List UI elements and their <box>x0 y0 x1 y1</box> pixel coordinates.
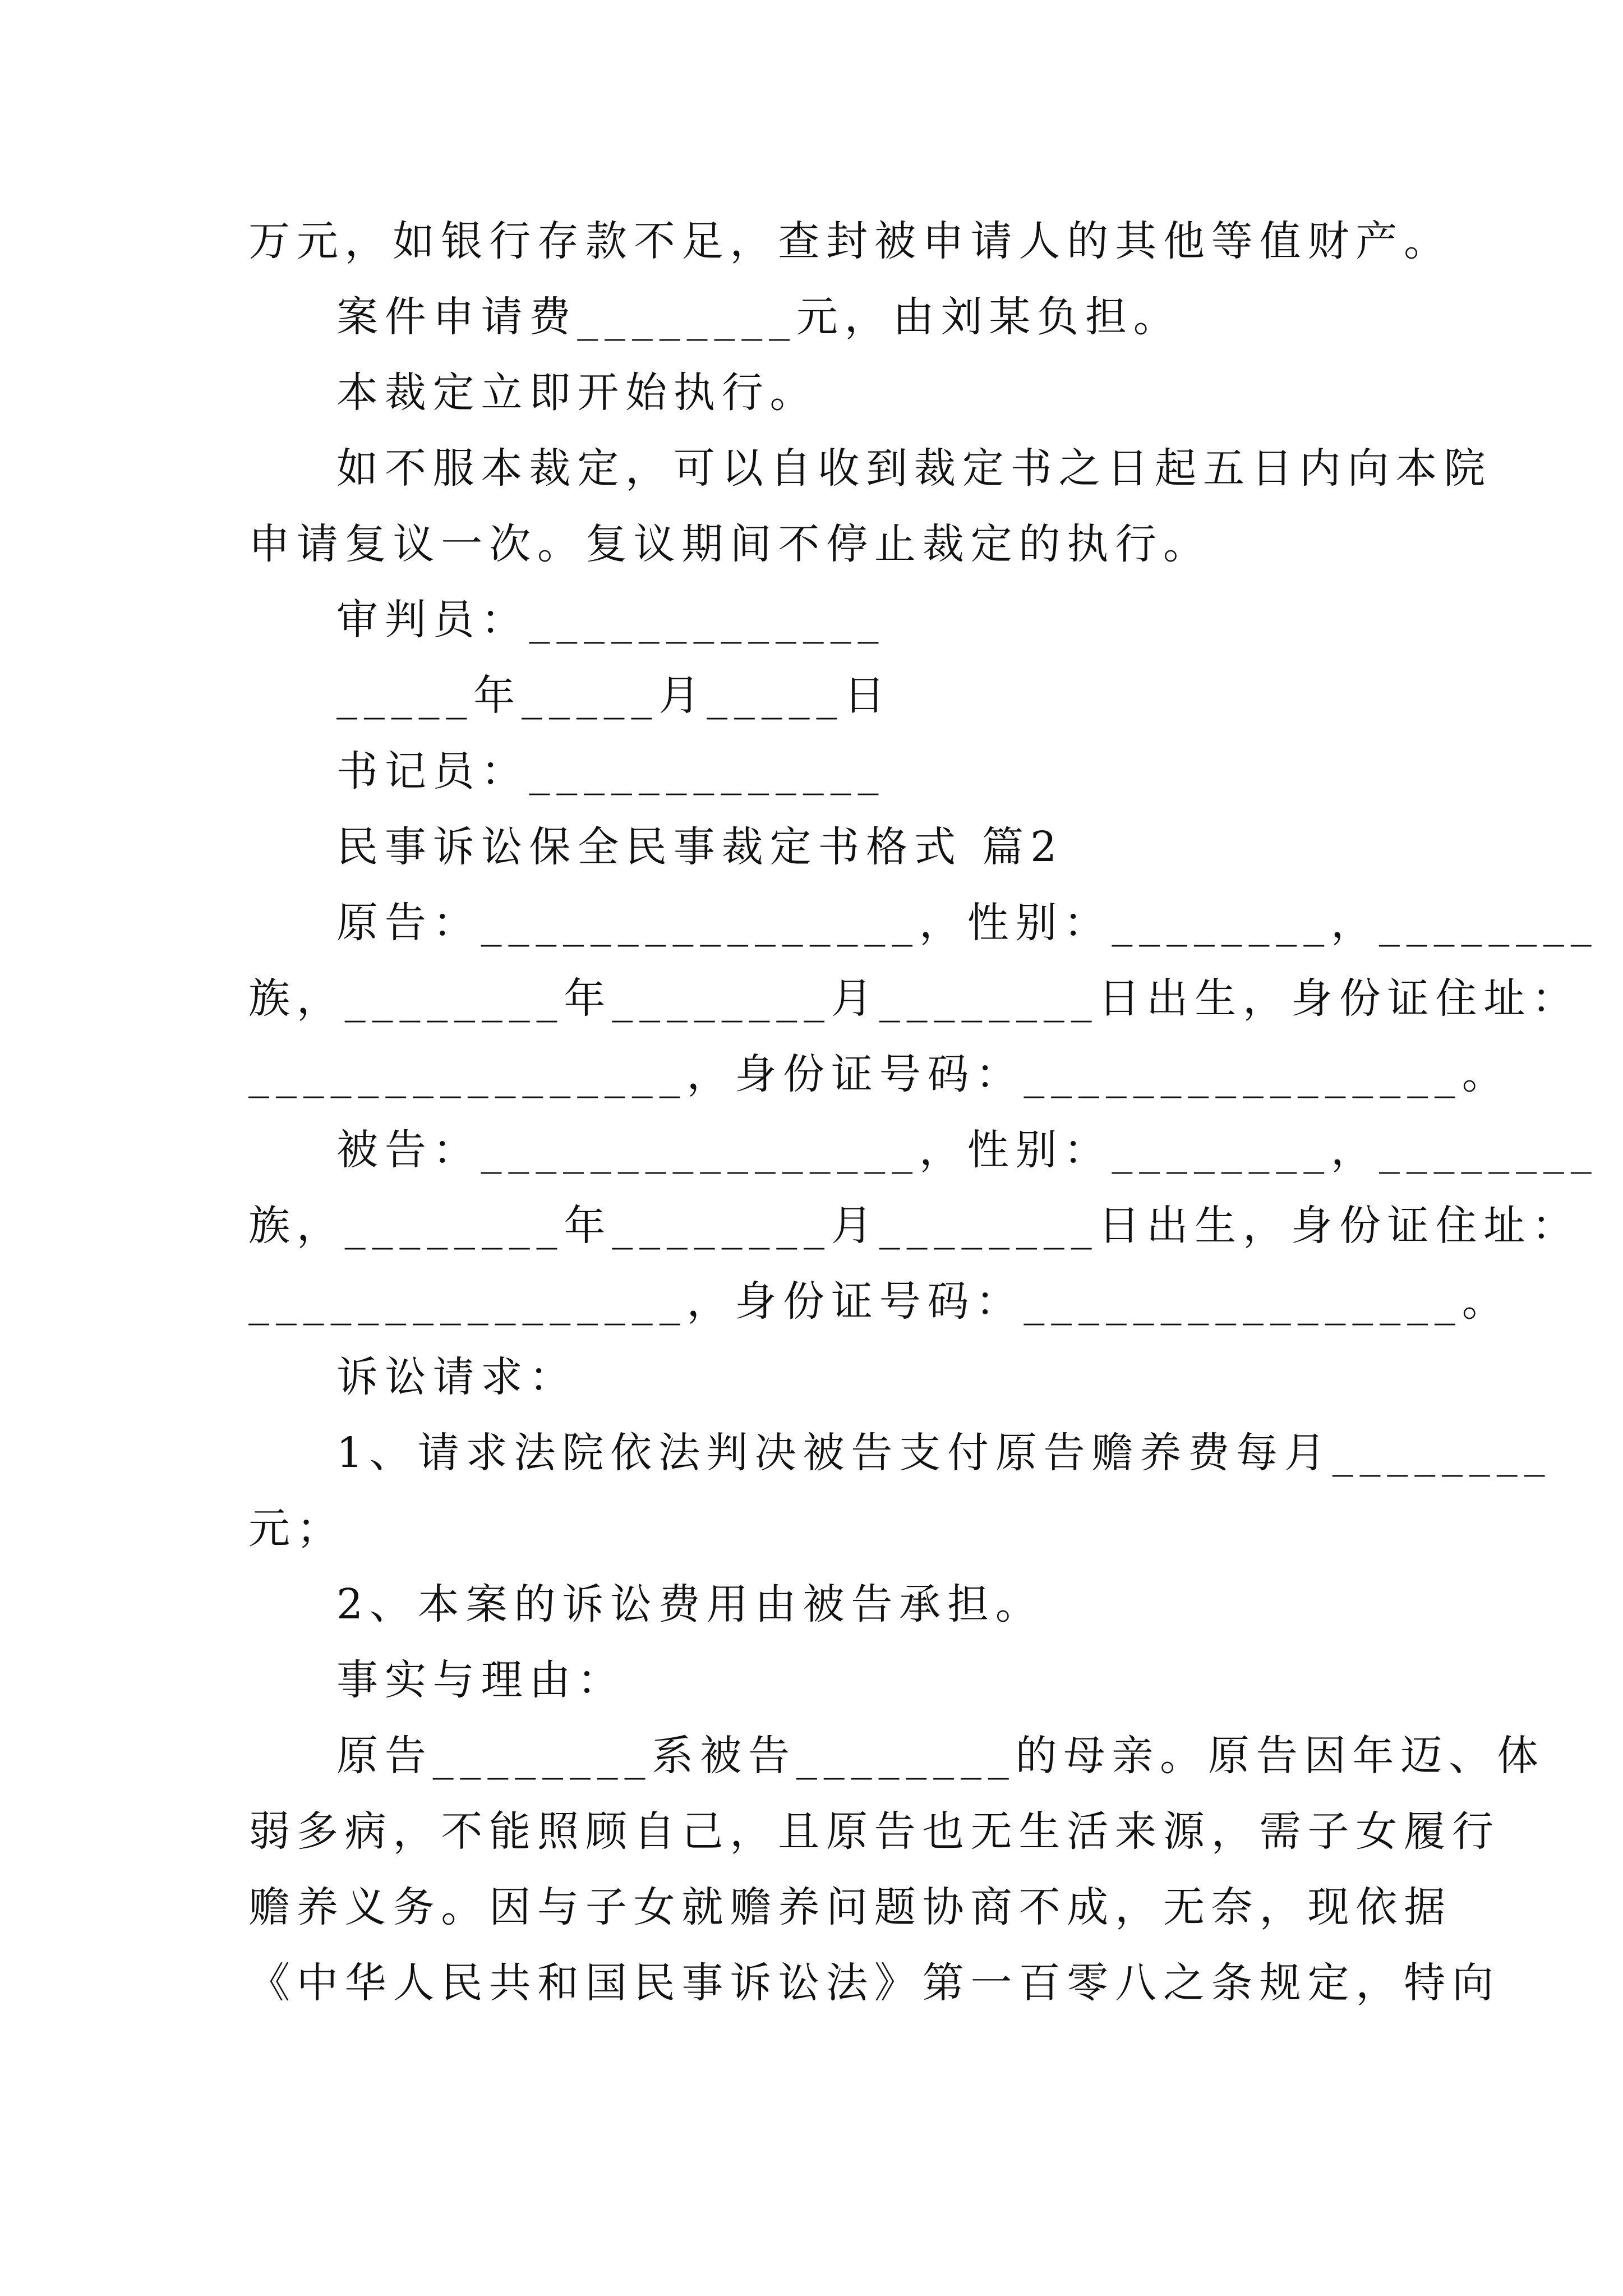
paragraph-line: ________________，身份证号码：________________。 <box>248 1050 1510 1098</box>
paragraph-line: 万元，如银行存款不足，查封被申请人的其他等值财产。 <box>248 217 1452 265</box>
paragraph-line: 原告________系被告________的母亲。原告因年迈、体 <box>336 1732 1545 1780</box>
paragraph-line: 如不服本裁定，可以自收到裁定书之日起五日内向本院 <box>336 444 1492 493</box>
paragraph-line: 族，________年________月________日出生，身份证住址： <box>248 974 1580 1023</box>
paragraph-line: 赡养义务。因与子女就赡养问题协商不成，无奈，现依据 <box>248 1883 1452 1931</box>
paragraph-line: 1、请求法院依法判决被告支付原告赡养费每月________ <box>336 1429 1552 1477</box>
signature-line-judge: 审判员：_____________ <box>336 596 886 644</box>
paragraph-line: 案件申请费________元，由刘某负担。 <box>336 293 1182 341</box>
section-heading: 民事诉讼保全民事裁定书格式 篇2 <box>336 823 1064 871</box>
signature-line-clerk: 书记员：_____________ <box>336 747 886 795</box>
paragraph-line: 事实与理由： <box>336 1656 626 1704</box>
paragraph-line: 诉讼请求： <box>336 1353 578 1401</box>
paragraph-line: 《中华人民共和国民事诉讼法》第一百零八之条规定，特向 <box>248 1959 1500 2007</box>
paragraph-line: 原告：________________，性别：________，________ <box>336 899 1598 947</box>
date-line: _____年_____月_____日 <box>336 671 892 720</box>
paragraph-line: 元； <box>248 1504 345 1553</box>
paragraph-line: ________________，身份证号码：________________。 <box>248 1277 1510 1326</box>
paragraph-line: 2、本案的诉讼费用由被告承担。 <box>336 1580 1044 1628</box>
paragraph-line: 被告：________________，性别：________，________ <box>336 1126 1598 1174</box>
paragraph-line: 本裁定立即开始执行。 <box>336 369 818 417</box>
paragraph-line: 族，________年________月________日出生，身份证住址： <box>248 1202 1580 1250</box>
paragraph-line: 弱多病，不能照顾自己，且原告也无生活来源，需子女履行 <box>248 1807 1500 1856</box>
paragraph-line: 申请复议一次。复议期间不停止裁定的执行。 <box>248 520 1211 568</box>
